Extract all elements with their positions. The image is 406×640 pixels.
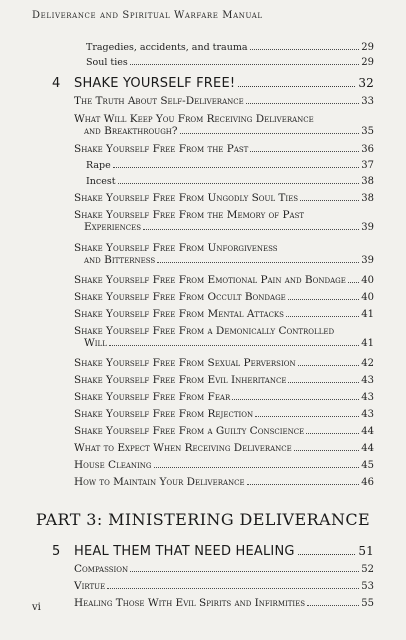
leader-dots xyxy=(288,382,359,383)
toc-entry xyxy=(74,113,374,137)
leader-dots xyxy=(109,345,359,346)
entry-page: 43 xyxy=(361,375,374,386)
entry-title: Shake Yourself Free From a Guilty Conscience xyxy=(74,425,305,437)
entry-title: Shake Yourself Free From the Past xyxy=(74,143,249,155)
chapter-number: 4 xyxy=(52,76,61,91)
chapter-heading xyxy=(52,76,374,91)
entry-title: Incest xyxy=(86,176,116,187)
leader-dots xyxy=(232,399,359,400)
entry-title: Shake Yourself Free From Occult Bondage xyxy=(74,291,286,303)
toc-entry xyxy=(74,242,374,266)
part-heading: PART 3: MINISTERING DELIVERANCE xyxy=(35,510,371,529)
leader-dots xyxy=(250,151,359,152)
entry-title-line1: What Will Keep You From Receiving Deliverance xyxy=(74,113,314,125)
chapter-page: 32 xyxy=(358,76,374,90)
toc-entry xyxy=(74,308,374,320)
leader-dots xyxy=(255,416,359,417)
entry-title: House Cleaning xyxy=(74,459,152,471)
entry-page: 33 xyxy=(361,96,374,107)
entry-page: 38 xyxy=(361,176,374,187)
entry-page: 45 xyxy=(361,460,374,471)
entry-page: 52 xyxy=(361,564,374,575)
leader-dots xyxy=(238,86,355,87)
entry-title-line2-row xyxy=(74,254,374,266)
toc-entry xyxy=(74,209,374,233)
toc-entry xyxy=(74,274,374,286)
leader-dots xyxy=(157,262,359,263)
entry-title: Shake Yourself Free From Emotional Pain and Bondage xyxy=(74,274,346,286)
toc-entry xyxy=(74,95,374,107)
entry-title: Compassion xyxy=(74,563,129,575)
leader-dots xyxy=(130,571,359,572)
entry-page: 39 xyxy=(361,222,374,233)
chapter-number: 5 xyxy=(52,544,61,559)
entry-page: 41 xyxy=(361,338,374,349)
toc-entry xyxy=(74,291,374,303)
leader-dots xyxy=(246,103,360,104)
entry-title-line2: and Breakthrough? xyxy=(84,125,178,137)
entry-title: What to Expect When Receiving Deliverance xyxy=(74,442,292,454)
entry-page: 40 xyxy=(361,292,374,303)
leader-dots xyxy=(180,133,360,134)
toc-entry xyxy=(74,476,374,488)
toc-entry xyxy=(74,459,374,471)
entry-title-line1: Shake Yourself Free From a Demonically Controlled xyxy=(74,325,335,337)
entry-title: Shake Yourself Free From Mental Attacks xyxy=(74,308,284,320)
entry-title: Tragedies, accidents, and trauma xyxy=(86,42,248,53)
entry-page: 44 xyxy=(361,443,374,454)
running-head: Deliverance and Spiritual Warfare Manual xyxy=(32,10,263,21)
leader-dots xyxy=(118,183,360,184)
toc-entry xyxy=(74,563,374,575)
leader-dots xyxy=(294,450,360,451)
entry-title: How to Maintain Your Deliverance xyxy=(74,476,245,488)
entry-title: Soul ties xyxy=(86,57,128,68)
leader-dots xyxy=(250,49,360,50)
entry-title: Healing Those With Evil Spirits and Infirmities xyxy=(74,597,306,609)
toc-entry xyxy=(86,160,374,171)
toc-entry xyxy=(74,391,374,403)
leader-dots xyxy=(348,282,359,283)
leader-dots xyxy=(307,605,359,606)
entry-title-line2: Will xyxy=(84,337,107,349)
entry-title: Rape xyxy=(86,160,111,171)
leader-dots xyxy=(247,484,360,485)
toc-entry xyxy=(74,408,374,420)
entry-page: 40 xyxy=(361,275,374,286)
toc-entry xyxy=(86,42,374,53)
leader-dots xyxy=(113,167,360,168)
entry-title: Shake Yourself Free From Rejection xyxy=(74,408,254,420)
entry-title-line2: and Bitterness xyxy=(84,254,156,266)
toc-entry xyxy=(74,425,374,437)
entry-title-line2-row xyxy=(74,125,374,137)
entry-title-line2: Experiences xyxy=(84,221,141,233)
leader-dots xyxy=(298,554,356,555)
entry-page: 39 xyxy=(361,255,374,266)
entry-page: 43 xyxy=(361,409,374,420)
entry-page: 55 xyxy=(361,598,374,609)
leader-dots xyxy=(300,200,359,201)
leader-dots xyxy=(154,467,360,468)
entry-page: 43 xyxy=(361,392,374,403)
entry-page: 36 xyxy=(361,144,374,155)
toc-entry xyxy=(74,192,374,204)
toc-entry xyxy=(86,176,374,187)
entry-title: The Truth About Self-Deliverance xyxy=(74,95,244,107)
leader-dots xyxy=(306,433,359,434)
toc-entry xyxy=(74,442,374,454)
toc-entry xyxy=(86,57,374,68)
toc-entry xyxy=(74,325,374,349)
entry-page: 44 xyxy=(361,426,374,437)
leader-dots xyxy=(288,299,359,300)
entry-page: 29 xyxy=(361,57,374,68)
entry-title-line2-row xyxy=(74,221,374,233)
chapter-page: 51 xyxy=(358,544,374,558)
entry-title: Shake Yourself Free From Fear xyxy=(74,391,231,403)
entry-title-line2-row xyxy=(74,337,374,349)
page-folio: vi xyxy=(32,602,41,613)
entry-title: Virtue xyxy=(74,580,106,592)
leader-dots xyxy=(107,588,359,589)
entry-page: 53 xyxy=(361,581,374,592)
entry-page: 41 xyxy=(361,309,374,320)
entry-title: Shake Yourself Free From Evil Inheritance xyxy=(74,374,287,386)
leader-dots xyxy=(298,365,360,366)
chapter-title: HEAL THEM THAT NEED HEALING xyxy=(74,544,295,559)
leader-dots xyxy=(143,229,359,230)
entry-title-line1: Shake Yourself Free From Unforgiveness xyxy=(74,242,278,254)
toc-entry xyxy=(74,143,374,155)
toc-entry xyxy=(74,374,374,386)
entry-page: 35 xyxy=(361,126,374,137)
entry-page: 29 xyxy=(361,42,374,53)
entry-title: Shake Yourself Free From Ungodly Soul Ties xyxy=(74,192,299,204)
chapter-heading xyxy=(52,544,374,559)
toc-entry xyxy=(74,597,374,609)
leader-dots xyxy=(130,64,360,65)
entry-page: 38 xyxy=(361,193,374,204)
entry-page: 37 xyxy=(361,160,374,171)
entry-page: 42 xyxy=(361,358,374,369)
toc-entry xyxy=(74,580,374,592)
leader-dots xyxy=(286,316,359,317)
entry-title: Shake Yourself Free From Sexual Perversion xyxy=(74,357,296,369)
toc-entry xyxy=(74,357,374,369)
entry-page: 46 xyxy=(361,477,374,488)
chapter-title: SHAKE YOURSELF FREE! xyxy=(74,76,236,91)
entry-title-line1: Shake Yourself Free From the Memory of Past xyxy=(74,209,305,221)
